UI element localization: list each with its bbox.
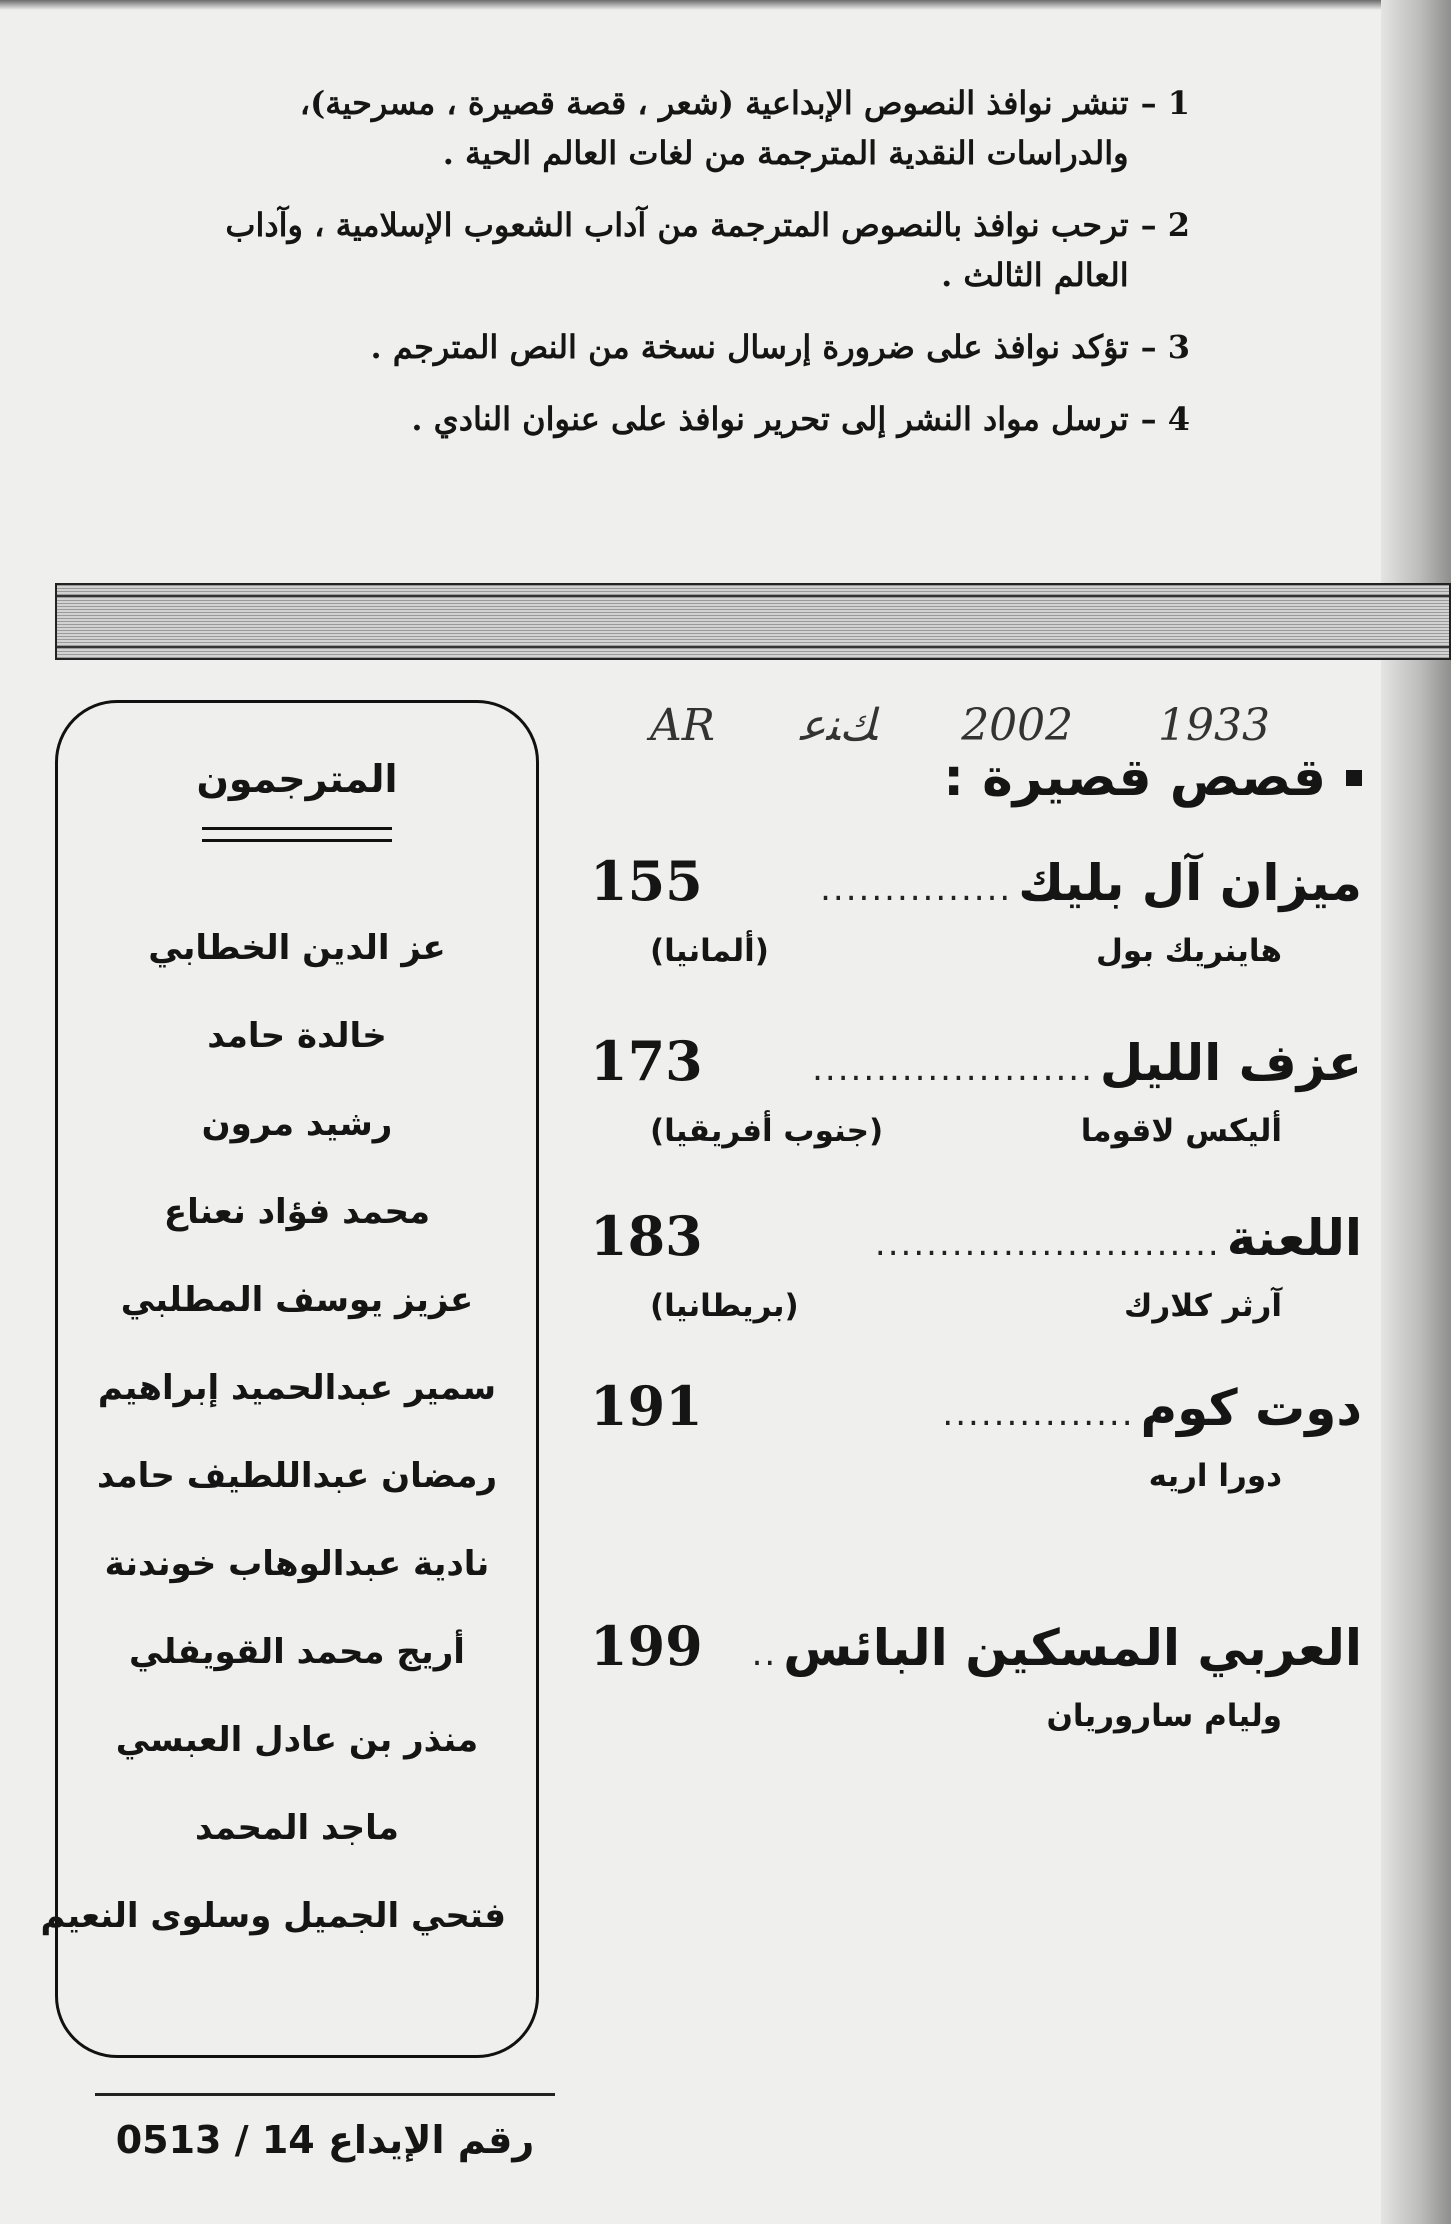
translator-name: رمضان عبداللطيف حامد	[96, 1456, 498, 1496]
translator-name: عز الدين الخطابي	[148, 928, 446, 968]
page-binding-edge	[1381, 0, 1451, 2224]
rule-item	[150, 78, 1190, 178]
page-number: 155	[590, 849, 703, 913]
story-author: وليام ساروريان	[1046, 1698, 1282, 1734]
leader-dots: ......................	[812, 1049, 1094, 1089]
page-number: 199	[590, 1614, 703, 1678]
story-title: اللعنة	[1226, 1209, 1362, 1267]
translators-list	[40, 904, 536, 1960]
rule-text: ترسل مواد النشر إلى تحرير نوافذ على عنوان النادي .	[411, 400, 1129, 438]
toc-entry	[590, 1608, 1362, 1740]
translator-name: منذر بن عادل العبسي	[115, 1720, 479, 1760]
rule-item	[150, 322, 1190, 372]
rule-item	[150, 394, 1190, 444]
translator-name: فتحي الجميل وسلوى النعيم	[40, 1896, 506, 1936]
hatched-divider-band	[55, 583, 1451, 660]
story-author: دورا اريه	[1148, 1458, 1282, 1494]
toc-entry	[590, 843, 1362, 975]
story-author: هاينريك بول	[1096, 933, 1282, 969]
leader-dots: ...............	[942, 1394, 1135, 1434]
story-author: أليكس لاقوما	[1080, 1113, 1282, 1149]
translator-name: ماجد المحمد	[195, 1808, 399, 1848]
rule-item	[150, 200, 1190, 300]
handwritten-part: 1933	[1158, 699, 1270, 751]
page-top-shadow	[0, 0, 1451, 10]
story-country: (بريطانيا)	[650, 1288, 799, 1324]
translator-name: خالدة حامد	[207, 1016, 387, 1056]
translators-box	[40, 700, 539, 2058]
translators-title: المترجمون	[196, 757, 398, 801]
toc-entry	[590, 1368, 1362, 1500]
translator-name: عزيز يوسف المطلبي	[120, 1280, 474, 1320]
page-number: 183	[590, 1204, 703, 1268]
story-title: دوت كوم	[1140, 1379, 1362, 1437]
rule-number: 3 –	[1140, 328, 1190, 366]
story-title: العربي المسكين البائس	[783, 1619, 1362, 1677]
rule-number: 2 –	[1140, 206, 1190, 244]
short-stories-heading	[560, 738, 1362, 818]
story-country: (جنوب أفريقيا)	[650, 1113, 884, 1149]
handwritten-part: ﻚﻨﻋ	[799, 699, 877, 751]
square-bullet-icon	[1346, 770, 1362, 786]
rule-text: تنشر نوافذ النصوص الإبداعية (شعر ، قصة قصيرة ، مسرحية)، والدراسات النقدية المترجمة من لغات العالم الحية .	[299, 84, 1129, 172]
translator-name: محمد فؤاد نعناع	[163, 1192, 431, 1232]
handwritten-part: 2002	[961, 699, 1074, 751]
translator-name: نادية عبدالوهاب خوندنة	[104, 1544, 490, 1584]
toc-entry	[590, 1198, 1362, 1330]
double-underline	[202, 827, 392, 842]
page-number: 173	[590, 1029, 703, 1093]
rule-number: 4 –	[1140, 400, 1190, 438]
leader-dots: ...............	[820, 869, 1013, 909]
section-heading-text: قصص قصيرة :	[943, 748, 1326, 808]
deposit-number	[95, 2112, 555, 2168]
rule-text: تؤكد نوافذ على ضرورة إرسال نسخة من النص المترجم .	[370, 328, 1129, 366]
story-country: (ألمانيا)	[650, 933, 769, 969]
leader-dots: ..	[751, 1634, 778, 1674]
story-title: عزف الليل	[1099, 1034, 1362, 1092]
story-author: آرثر كلارك	[1123, 1288, 1282, 1324]
story-title: ميزان آل بليك	[1018, 854, 1362, 912]
footer-rule	[95, 2093, 555, 2096]
translator-name: أريج محمد القويفلي	[129, 1632, 465, 1672]
translator-name: سمير عبدالحميد إبراهيم	[97, 1368, 497, 1408]
publishing-rules-list	[150, 78, 1190, 466]
translator-name: رشيد مرون	[201, 1104, 393, 1144]
leader-dots: ...........................	[874, 1224, 1221, 1264]
handwritten-part: AR	[650, 699, 715, 751]
deposit-value: 14 / 0513	[115, 2118, 315, 2162]
toc-entry	[590, 1023, 1362, 1155]
rule-text: ترحب نوافذ بالنصوص المترجمة من آداب الشعوب الإسلامية ، وآداب العالم الثالث .	[225, 206, 1129, 294]
page-number: 191	[590, 1374, 703, 1438]
deposit-label: رقم الإيداع	[327, 2118, 535, 2162]
rule-number: 1 –	[1140, 84, 1190, 122]
